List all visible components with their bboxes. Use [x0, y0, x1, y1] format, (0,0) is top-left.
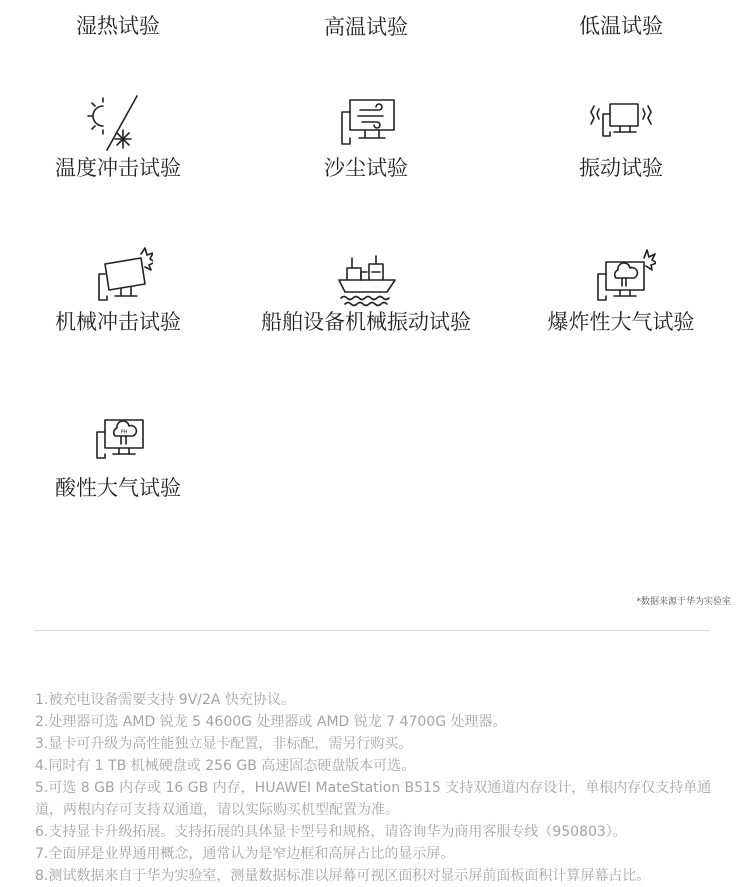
source-note: *数据来源于华为实验室: [636, 597, 731, 607]
test-label: 沙尘试验: [324, 156, 408, 180]
footnote-item: 5.可选 8 GB 内存或 16 GB 内存，HUAWEI MateStation B515 支持双通道内存设计，单根内存仅支持单通道，两根内存可支持双通道，请以实际购买机型配置为准。: [35, 780, 712, 818]
footnote-item: 7.全面屏是业界通用概念，通常认为是窄边框和高屏占比的显示屏。: [35, 846, 455, 862]
test-label: 酸性大气试验: [55, 476, 181, 500]
footnote-item: 8.测试数据来自于华为实验室，测量数据标准以屏幕可视区面积对显示屏前面板面积计算屏幕占比。: [35, 868, 651, 884]
footnote-item: 1.被充电设备需要支持 9V/2A 快充协议。: [35, 692, 295, 708]
ship-waves-icon: [331, 246, 401, 308]
test-item-vibration: [496, 92, 746, 182]
footnotes: [35, 689, 725, 887]
test-item-acid-atmosphere: [0, 412, 243, 502]
test-label: 机械冲击试验: [55, 310, 181, 334]
monitor-explosion-cloud-icon: [586, 246, 656, 308]
test-label: 低温试验: [579, 14, 663, 38]
monitor-vibration-icon: [586, 92, 656, 154]
monitor-impact-icon: [83, 246, 153, 308]
test-item-humidity: [0, 12, 243, 40]
test-item-temp-shock: [0, 92, 243, 182]
test-item-dust: [241, 92, 491, 182]
test-label: 温度冲击试验: [55, 156, 181, 180]
test-label: 高温试验: [324, 15, 408, 39]
test-item-ship-vibration: [241, 246, 491, 336]
svg-text:PH: PH: [120, 429, 128, 436]
test-item-mechanical-shock: [0, 246, 243, 336]
test-label: 船舶设备机械振动试验: [261, 310, 471, 334]
sun-snowflake-icon: [83, 92, 153, 154]
test-label: 振动试验: [579, 156, 663, 180]
monitor-ph-cloud-icon: [83, 412, 153, 474]
test-item-high-temp: [241, 13, 491, 41]
footnote-item: 6.支持显卡升级拓展。支持拓展的具体显卡型号和规格，请咨询华为商用客服专线（950803）。: [35, 824, 627, 840]
footnote-item: 2.处理器可选 AMD 锐龙 5 4600G 处理器或 AMD 锐龙 7 4700G 处理器。: [35, 714, 507, 730]
monitor-dust-icon: [331, 92, 401, 154]
test-item-explosive-atmosphere: [496, 246, 746, 336]
test-item-low-temp: [496, 12, 746, 40]
test-label: 爆炸性大气试验: [547, 310, 695, 334]
section-divider: [34, 630, 710, 631]
test-label: 湿热试验: [76, 14, 160, 38]
footnote-item: 4.同时有 1 TB 机械硬盘或 256 GB 高速固态硬盘版本可选。: [35, 758, 416, 774]
footnote-item: 3.显卡可升级为高性能独立显卡配置，非标配，需另行购买。: [35, 736, 413, 752]
